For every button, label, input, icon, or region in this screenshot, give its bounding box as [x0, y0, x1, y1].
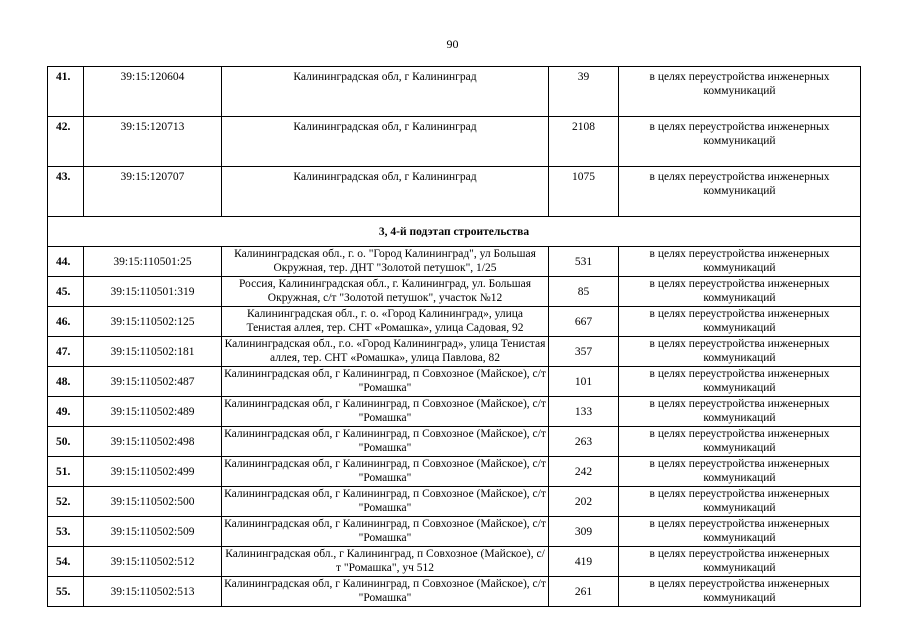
address-cell: Калининградская обл., г.о. «Город Калининград», улица Тенистая аллея, тер. СНТ «Ромашка», улица Павлова, 82	[222, 337, 549, 367]
purpose-cell: в целях переустройства инженерных коммуникаций	[619, 547, 861, 577]
land-plots-table	[47, 66, 861, 607]
purpose-cell: в целях переустройства инженерных коммуникаций	[619, 277, 861, 307]
area-cell: 101	[549, 367, 619, 397]
area-cell: 309	[549, 517, 619, 547]
table-row	[48, 517, 861, 547]
cadastral-number: 39:15:110502:487	[84, 367, 222, 397]
purpose-cell: в целях переустройства инженерных коммуникаций	[619, 307, 861, 337]
table-row	[48, 247, 861, 277]
area-cell: 2108	[549, 117, 619, 167]
cadastral-number: 39:15:110502:498	[84, 427, 222, 457]
purpose-cell: в целях переустройства инженерных коммуникаций	[619, 577, 861, 607]
area-cell: 667	[549, 307, 619, 337]
table-row	[48, 547, 861, 577]
row-number: 44.	[48, 247, 84, 277]
cadastral-number: 39:15:110501:319	[84, 277, 222, 307]
row-number: 48.	[48, 367, 84, 397]
row-number: 49.	[48, 397, 84, 427]
table-row	[48, 487, 861, 517]
table-row	[48, 397, 861, 427]
purpose-cell: в целях переустройства инженерных коммуникаций	[619, 247, 861, 277]
address-cell: Калининградская обл., г. о. «Город Калининград», улица Тенистая аллея, тер. СНТ «Ромашка», улица Садовая, 92	[222, 307, 549, 337]
address-cell: Калининградская обл, г Калининград	[222, 167, 549, 217]
table-row	[48, 277, 861, 307]
cadastral-number: 39:15:110502:499	[84, 457, 222, 487]
cadastral-number: 39:15:110501:25	[84, 247, 222, 277]
row-number: 46.	[48, 307, 84, 337]
address-cell: Калининградская обл, г Калининград, п Совхозное (Майское), с/т "Ромашка"	[222, 457, 549, 487]
purpose-cell: в целях переустройства инженерных коммуникаций	[619, 67, 861, 117]
table-row	[48, 117, 861, 167]
row-number: 51.	[48, 457, 84, 487]
table-body-section	[48, 217, 861, 247]
area-cell: 261	[549, 577, 619, 607]
cadastral-number: 39:15:110502:125	[84, 307, 222, 337]
cadastral-number: 39:15:110502:489	[84, 397, 222, 427]
cadastral-number: 39:15:110502:181	[84, 337, 222, 367]
section-title: 3, 4-й подэтап строительства	[48, 217, 861, 247]
table-row	[48, 427, 861, 457]
row-number: 47.	[48, 337, 84, 367]
purpose-cell: в целях переустройства инженерных коммуникаций	[619, 337, 861, 367]
address-cell: Калининградская обл, г Калининград, п Совхозное (Майское), с/т "Ромашка"	[222, 427, 549, 457]
row-number: 43.	[48, 167, 84, 217]
purpose-cell: в целях переустройства инженерных коммуникаций	[619, 167, 861, 217]
address-cell: Калининградская обл., г Калининград, п Совхозное (Майское), с/т "Ромашка", уч 512	[222, 547, 549, 577]
purpose-cell: в целях переустройства инженерных коммуникаций	[619, 397, 861, 427]
purpose-cell: в целях переустройства инженерных коммуникаций	[619, 117, 861, 167]
address-cell: Калининградская обл, г Калининград, п Совхозное (Майское), с/т "Ромашка"	[222, 487, 549, 517]
cadastral-number: 39:15:120713	[84, 117, 222, 167]
table-row	[48, 577, 861, 607]
area-cell: 242	[549, 457, 619, 487]
address-cell: Калининградская обл, г Калининград, п Совхозное (Майское), с/т "Ромашка"	[222, 577, 549, 607]
table-body-bottom	[48, 247, 861, 607]
row-number: 42.	[48, 117, 84, 167]
area-cell: 357	[549, 337, 619, 367]
cadastral-number: 39:15:110502:512	[84, 547, 222, 577]
cadastral-number: 39:15:110502:509	[84, 517, 222, 547]
cadastral-number: 39:15:110502:513	[84, 577, 222, 607]
purpose-cell: в целях переустройства инженерных коммуникаций	[619, 367, 861, 397]
purpose-cell: в целях переустройства инженерных коммуникаций	[619, 457, 861, 487]
table-row	[48, 337, 861, 367]
row-number: 50.	[48, 427, 84, 457]
table-row	[48, 67, 861, 117]
area-cell: 202	[549, 487, 619, 517]
address-cell: Россия, Калининградская обл., г. Калининград, ул. Большая Окружная, с/т "Золотой петушок", участок №12	[222, 277, 549, 307]
address-cell: Калининградская обл., г. о. "Город Калининград", ул Большая Окружная, тер. ДНТ "Золотой петушок", 1/25	[222, 247, 549, 277]
address-cell: Калининградская обл, г Калининград, п Совхозное (Майское), с/т "Ромашка"	[222, 397, 549, 427]
cadastral-number: 39:15:110502:500	[84, 487, 222, 517]
page-number: 90	[446, 37, 459, 51]
area-cell: 419	[549, 547, 619, 577]
area-cell: 1075	[549, 167, 619, 217]
purpose-cell: в целях переустройства инженерных коммуникаций	[619, 517, 861, 547]
area-cell: 85	[549, 277, 619, 307]
address-cell: Калининградская обл, г Калининград, п Совхозное (Майское), с/т "Ромашка"	[222, 367, 549, 397]
area-cell: 39	[549, 67, 619, 117]
table-body-top	[48, 67, 861, 217]
cadastral-number: 39:15:120707	[84, 167, 222, 217]
table-row	[48, 457, 861, 487]
row-number: 45.	[48, 277, 84, 307]
purpose-cell: в целях переустройства инженерных коммуникаций	[619, 427, 861, 457]
row-number: 54.	[48, 547, 84, 577]
address-cell: Калининградская обл, г Калининград	[222, 67, 549, 117]
row-number: 52.	[48, 487, 84, 517]
table-row	[48, 367, 861, 397]
section-row	[48, 217, 861, 247]
area-cell: 531	[549, 247, 619, 277]
address-cell: Калининградская обл, г Калининград	[222, 117, 549, 167]
row-number: 41.	[48, 67, 84, 117]
table-row	[48, 307, 861, 337]
row-number: 53.	[48, 517, 84, 547]
row-number: 55.	[48, 577, 84, 607]
area-cell: 133	[549, 397, 619, 427]
purpose-cell: в целях переустройства инженерных коммуникаций	[619, 487, 861, 517]
table-row	[48, 167, 861, 217]
cadastral-number: 39:15:120604	[84, 67, 222, 117]
area-cell: 263	[549, 427, 619, 457]
address-cell: Калининградская обл, г Калининград, п Совхозное (Майское), с/т "Ромашка"	[222, 517, 549, 547]
